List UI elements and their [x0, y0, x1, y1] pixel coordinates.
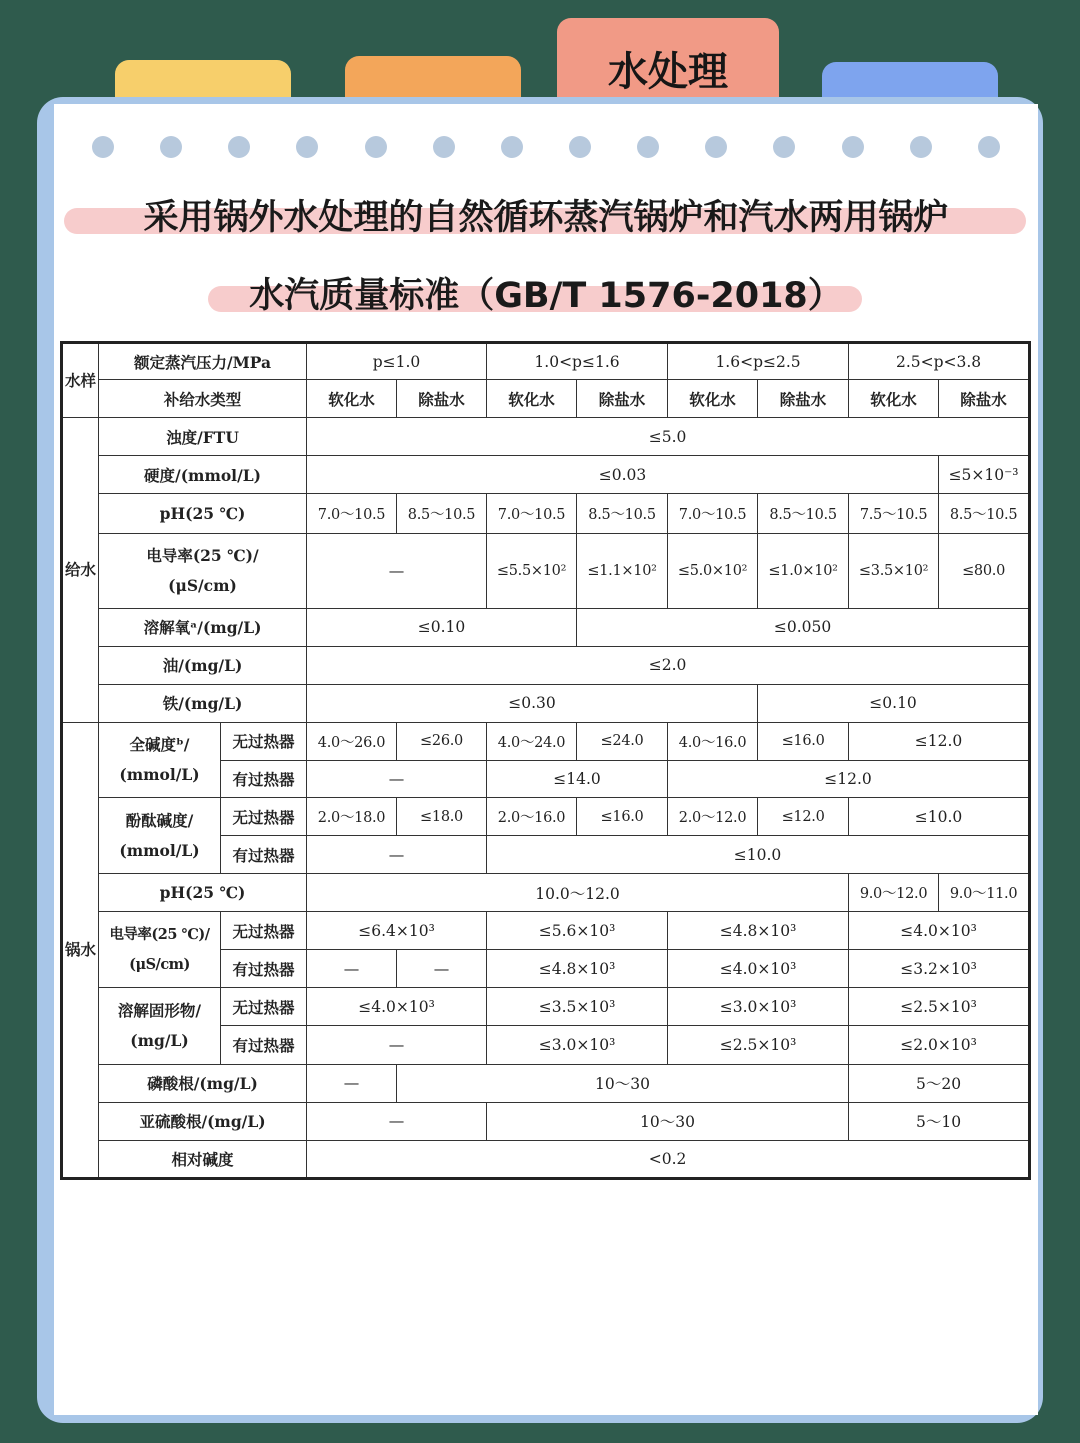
row-label-line: (μS/cm) — [168, 575, 237, 595]
row-label-line: 全碱度ᵇ/ — [129, 734, 190, 754]
table-cell: 4.0～26.0 — [307, 722, 397, 760]
table-cell: 8.5～10.5 — [577, 494, 668, 534]
table-cell: 4.0～24.0 — [487, 722, 577, 760]
table-cell: ≤4.0×10³ — [307, 988, 487, 1026]
table-cell: ≤3.0×10³ — [487, 1026, 668, 1064]
table-cell: ≤2.0 — [307, 646, 1030, 684]
table-row — [62, 1140, 1030, 1178]
row-label-line: (mg/L) — [130, 1030, 189, 1050]
row-label-line: 酚酞碱度/ — [125, 810, 194, 830]
table-cell: ≤10.0 — [487, 836, 1030, 874]
binder-dot — [160, 136, 182, 158]
row-label: pH(25 ℃) — [99, 494, 307, 534]
row-label — [99, 912, 221, 988]
table-cell: ≤0.30 — [307, 684, 758, 722]
table-row — [62, 646, 1030, 684]
row-label: 铁/(mg/L) — [99, 684, 307, 722]
table-cell: ≤1.0×10² — [758, 534, 849, 608]
row-label — [99, 797, 221, 873]
table-cell: — — [397, 950, 487, 988]
table-row — [62, 534, 1030, 608]
table-cell: 2.0～12.0 — [668, 797, 758, 835]
table-cell: ≤4.8×10³ — [668, 912, 849, 950]
table-cell: ≤2.5×10³ — [668, 1026, 849, 1064]
binder-dot — [501, 136, 523, 158]
table-cell: 2.0～16.0 — [487, 797, 577, 835]
table-cell: ≤2.0×10³ — [849, 1026, 1030, 1064]
table-row — [62, 874, 1030, 912]
row-label-line: (mmol/L) — [119, 764, 200, 784]
table-cell: ≤12.0 — [668, 760, 1030, 797]
binder-dot — [910, 136, 932, 158]
table-cell: — — [307, 836, 487, 874]
table-cell: 10.0～12.0 — [307, 874, 849, 912]
table-cell: ≤18.0 — [397, 797, 487, 835]
table-cell: 4.0～16.0 — [668, 722, 758, 760]
table-cell: ≤0.10 — [307, 608, 577, 646]
table-cell: ≤16.0 — [577, 797, 668, 835]
table-cell: 7.0～10.5 — [487, 494, 577, 534]
pressure-col: 2.5<p<3.8 — [849, 343, 1030, 380]
water-type-col: 除盐水 — [758, 380, 849, 418]
pressure-header: 额定蒸汽压力/MPa — [99, 343, 307, 380]
water-type-col: 软化水 — [849, 380, 939, 418]
table-cell: ≤5.0×10² — [668, 534, 758, 608]
table-cell: ≤24.0 — [577, 722, 668, 760]
table-cell: 7.0～10.5 — [668, 494, 758, 534]
table-cell: ≤16.0 — [758, 722, 849, 760]
table-cell: ≤80.0 — [939, 534, 1030, 608]
row-label: 油/(mg/L) — [99, 646, 307, 684]
table-cell: ≤6.4×10³ — [307, 912, 487, 950]
table-cell: ≤12.0 — [758, 797, 849, 835]
row-label-line: (mmol/L) — [119, 840, 200, 860]
tab-water-treatment-label: 水处理 — [608, 49, 728, 95]
water-type-col: 软化水 — [307, 380, 397, 418]
table-row — [62, 608, 1030, 646]
table-cell: ≤14.0 — [487, 760, 668, 797]
table-cell: 7.5～10.5 — [849, 494, 939, 534]
water-type-col: 除盐水 — [577, 380, 668, 418]
binder-dot — [637, 136, 659, 158]
table-cell: 9.0～11.0 — [939, 874, 1030, 912]
sub-label: 有过热器 — [221, 1026, 307, 1064]
sub-label: 无过热器 — [221, 722, 307, 760]
table-row — [62, 343, 1030, 380]
sub-label: 有过热器 — [221, 950, 307, 988]
row-label-line: 电导率(25 ℃)/ — [146, 545, 259, 565]
row-label: 亚硫酸根/(mg/L) — [99, 1102, 307, 1140]
table-cell: — — [307, 1026, 487, 1064]
table-cell: 2.0～18.0 — [307, 797, 397, 835]
table-cell: — — [307, 1064, 397, 1102]
table-row — [62, 912, 1030, 950]
row-label-line: (μS/cm) — [129, 955, 190, 973]
table-row — [62, 988, 1030, 1026]
binder-dot — [773, 136, 795, 158]
water-type-col: 软化水 — [487, 380, 577, 418]
table-cell: ≤12.0 — [849, 722, 1030, 760]
sub-label: 无过热器 — [221, 797, 307, 835]
water-quality-table — [60, 341, 1031, 1180]
table-cell: ≤5.5×10² — [487, 534, 577, 608]
table-row — [62, 494, 1030, 534]
table-cell: ≤0.03 — [307, 456, 939, 494]
water-type-col: 除盐水 — [939, 380, 1030, 418]
table-cell: 8.5～10.5 — [397, 494, 487, 534]
table-cell: — — [307, 1102, 487, 1140]
table-cell: 8.5～10.5 — [758, 494, 849, 534]
table-cell: ≤0.10 — [758, 684, 1030, 722]
table-cell: — — [307, 950, 397, 988]
sub-label: 无过热器 — [221, 912, 307, 950]
table-cell: 8.5～10.5 — [939, 494, 1030, 534]
binder-dot — [569, 136, 591, 158]
table-row — [62, 684, 1030, 722]
table-cell: ≤5.6×10³ — [487, 912, 668, 950]
table-cell: ≤3.5×10³ — [487, 988, 668, 1026]
table-cell: — — [307, 534, 487, 608]
binder-dot — [842, 136, 864, 158]
table-cell: 5～10 — [849, 1102, 1030, 1140]
table-cell: 9.0～12.0 — [849, 874, 939, 912]
row-label-line: 溶解固形物/ — [117, 1000, 202, 1020]
table-row — [62, 1102, 1030, 1140]
table-cell: <0.2 — [307, 1140, 1030, 1178]
binder-dots — [54, 136, 1038, 158]
row-label: 溶解氧ᵃ/(mg/L) — [99, 608, 307, 646]
row-label: pH(25 ℃) — [99, 874, 307, 912]
feed-water-label: 给水 — [62, 418, 99, 723]
table-cell: 5～20 — [849, 1064, 1030, 1102]
table-row — [62, 380, 1030, 418]
table-cell: ≤3.5×10² — [849, 534, 939, 608]
sample-header: 水样 — [62, 343, 99, 418]
table-cell: ≤4.8×10³ — [487, 950, 668, 988]
binder-dot — [365, 136, 387, 158]
table-cell: 10～30 — [397, 1064, 849, 1102]
page-title-line-2: 水汽质量标准（GB/T 1576-2018） — [249, 276, 843, 316]
boiler-water-label: 锅水 — [62, 722, 99, 1178]
table-cell: ≤26.0 — [397, 722, 487, 760]
sub-label: 无过热器 — [221, 988, 307, 1026]
page-title-line-1: 采用锅外水处理的自然循环蒸汽锅炉和汽水两用锅炉 — [143, 198, 949, 238]
table-cell: ≤1.1×10² — [577, 534, 668, 608]
binder-dot — [978, 136, 1000, 158]
row-label: 硬度/(mmol/L) — [99, 456, 307, 494]
table-cell: — — [307, 760, 487, 797]
table-cell: ≤5×10⁻³ — [939, 456, 1030, 494]
table-cell: ≤3.0×10³ — [668, 988, 849, 1026]
pressure-col: 1.0<p≤1.6 — [487, 343, 668, 380]
row-label: 浊度/FTU — [99, 418, 307, 456]
table-cell: ≤3.2×10³ — [849, 950, 1030, 988]
binder-dot — [92, 136, 114, 158]
binder-dot — [705, 136, 727, 158]
table-cell: ≤10.0 — [849, 797, 1030, 835]
binder-dot — [433, 136, 455, 158]
pressure-col: 1.6<p≤2.5 — [668, 343, 849, 380]
table-cell: 10～30 — [487, 1102, 849, 1140]
table-row — [62, 797, 1030, 835]
table-row — [62, 456, 1030, 494]
row-label — [99, 722, 221, 797]
water-type-header: 补给水类型 — [99, 380, 307, 418]
table-cell: ≤0.050 — [577, 608, 1030, 646]
table-row — [62, 418, 1030, 456]
table-cell: 7.0～10.5 — [307, 494, 397, 534]
row-label — [99, 534, 307, 608]
table-cell: ≤5.0 — [307, 418, 1030, 456]
row-label — [99, 988, 221, 1064]
row-label: 磷酸根/(mg/L) — [99, 1064, 307, 1102]
table-row — [62, 1064, 1030, 1102]
table-cell: ≤4.0×10³ — [849, 912, 1030, 950]
sub-label: 有过热器 — [221, 760, 307, 797]
pressure-col: p≤1.0 — [307, 343, 487, 380]
binder-dot — [296, 136, 318, 158]
sub-label: 有过热器 — [221, 836, 307, 874]
table-row — [62, 722, 1030, 760]
water-type-col: 除盐水 — [397, 380, 487, 418]
water-type-col: 软化水 — [668, 380, 758, 418]
table-cell: ≤4.0×10³ — [668, 950, 849, 988]
binder-dot — [228, 136, 250, 158]
row-label: 相对碱度 — [99, 1140, 307, 1178]
row-label-line: 电导率(25 ℃)/ — [109, 925, 210, 943]
table-cell: ≤2.5×10³ — [849, 988, 1030, 1026]
